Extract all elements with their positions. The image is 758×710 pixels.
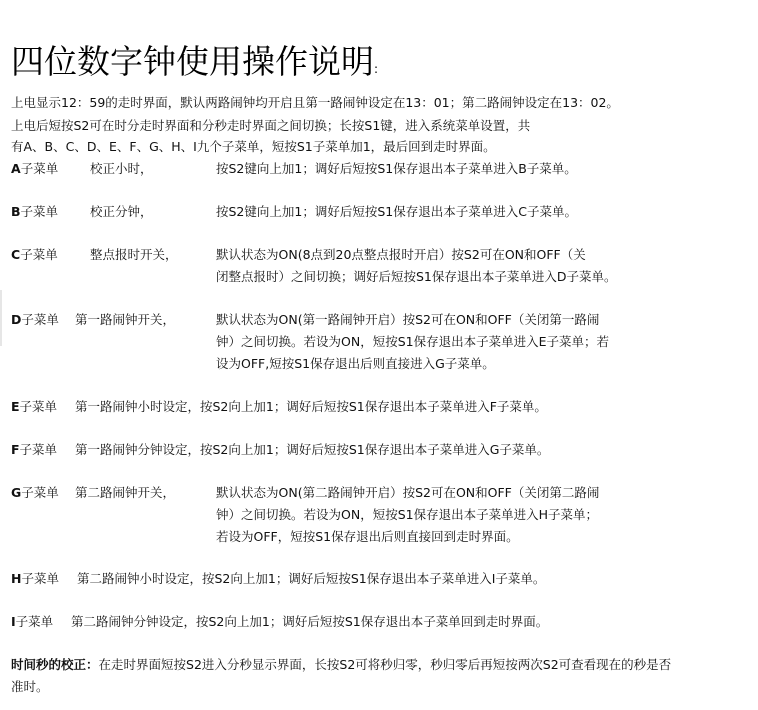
menu-h-label: [11, 568, 59, 590]
menu-a-desc-line: 按S2键向上加1；调好后短按S1保存退出本子菜单进入B子菜单。: [216, 161, 577, 176]
page-title-text: 四位数字钟使用操作说明: [11, 42, 374, 81]
menu-f-text: 第一路闹钟分钟设定，按S2向上加1；调好后短按S1保存退出本子菜单进入G子菜单。: [75, 442, 550, 457]
menu-e-label: [11, 396, 57, 418]
menu-g-desc: [216, 482, 599, 548]
menu-g-desc-line: 若设为OFF，短按S1保存退出后则直接回到走时界面。: [216, 529, 519, 544]
menu-d-name: 第一路闹钟开关，: [75, 312, 176, 327]
menu-b-desc: [216, 201, 577, 223]
menu-i-suffix: 子菜单: [15, 614, 54, 629]
menu-f-label: [11, 439, 57, 461]
menu-b-letter: B: [11, 204, 21, 219]
menu-g-name: 第二路闹钟开关，: [75, 485, 176, 500]
menu-d-desc-line: 设为OFF,短按S1保存退出后则直接进入G子菜单。: [216, 356, 495, 371]
seconds-correction-text-1: 在走时界面短按S2进入分秒显示界面，长按S2可将秒归零，秒归零后再短按两次S2可查看现在的秒是否: [98, 657, 672, 672]
intro-line-2: 上电后短按S2可在时分走时界面和分秒走时界面之间切换；长按S1键，进入系统菜单设置，共: [11, 118, 531, 133]
page-title-colon: :: [374, 62, 379, 76]
menu-g-label: [11, 482, 59, 504]
menu-a-suffix: 子菜单: [20, 161, 59, 176]
menu-f-suffix: 子菜单: [19, 442, 58, 457]
menu-b-name: 校正分钟，: [90, 204, 153, 219]
menu-d-suffix: 子菜单: [21, 312, 59, 327]
page-edge-mark: [0, 290, 2, 346]
seconds-correction-label: 时间秒的校正：: [11, 657, 99, 672]
menu-g-desc-line: 钟）之间切换。若设为ON，短按S1保存退出本子菜单进入H子菜单；: [216, 507, 598, 522]
menu-g-desc-line: 默认状态为ON(第二路闹钟开启）按S2可在ON和OFF（关闭第二路闹: [216, 485, 600, 500]
menu-d-label: [11, 309, 59, 331]
menu-c-desc: [216, 244, 617, 288]
menu-c-name: 整点报时开关，: [90, 247, 178, 262]
menu-e-suffix: 子菜单: [19, 399, 58, 414]
seconds-correction-text-2: 准时。: [11, 679, 49, 694]
intro-line-1: 上电显示12：59的走时界面，默认两路闹钟均开启且第一路闹钟设定在13：01；第二路闹钟设定在13：02。: [11, 95, 619, 110]
menu-e-letter: E: [11, 399, 20, 414]
menu-a-label: [11, 158, 58, 180]
menu-i-text: 第二路闹钟分钟设定，按S2向上加1；调好后短按S1保存退出本子菜单回到走时界面。: [71, 614, 549, 629]
menu-a-desc: [216, 158, 577, 180]
menu-g-letter: G: [11, 485, 22, 500]
menu-i-letter: I: [11, 614, 16, 629]
menu-h-suffix: 子菜单: [21, 571, 59, 586]
menu-c-desc-line: 闭整点报时）之间切换；调好后短按S1保存退出本子菜单进入D子菜单。: [216, 269, 617, 284]
menu-c-desc-line: 默认状态为ON(8点到20点整点报时开启）按S2可在ON和OFF（关: [216, 247, 586, 262]
menu-h-letter: H: [11, 571, 22, 586]
menu-b-suffix: 子菜单: [20, 204, 59, 219]
menu-g-suffix: 子菜单: [21, 485, 59, 500]
menu-f-letter: F: [11, 442, 20, 457]
menu-d-letter: D: [11, 312, 22, 327]
menu-h-text: 第二路闹钟小时设定，按S2向上加1；调好后短按S1保存退出本子菜单进入I子菜单。: [77, 571, 546, 586]
menu-d-desc: [216, 309, 609, 375]
menu-b-label: [11, 201, 58, 223]
menu-a-name: 校正小时，: [90, 161, 153, 176]
menu-d-desc-line: 钟）之间切换。若设为ON，短按S1保存退出本子菜单进入E子菜单；若: [216, 334, 609, 349]
menu-i-label: [11, 611, 53, 633]
menu-a-letter: A: [11, 161, 21, 176]
intro-line-3: 有A、B、C、D、E、F、G、H、I九个子菜单，短按S1子菜单加1，最后回到走时界面。: [11, 139, 496, 154]
menu-c-letter: C: [11, 247, 21, 262]
menu-c-label: [11, 244, 58, 266]
menu-d-desc-line: 默认状态为ON(第一路闹钟开启）按S2可在ON和OFF（关闭第一路闹: [216, 312, 600, 327]
menu-b-desc-line: 按S2键向上加1；调好后短按S1保存退出本子菜单进入C子菜单。: [216, 204, 577, 219]
menu-e-text: 第一路闹钟小时设定，按S2向上加1；调好后短按S1保存退出本子菜单进入F子菜单。: [75, 399, 547, 414]
page-title: [11, 40, 378, 91]
seconds-correction-note: [11, 654, 756, 698]
menu-c-suffix: 子菜单: [20, 247, 58, 262]
